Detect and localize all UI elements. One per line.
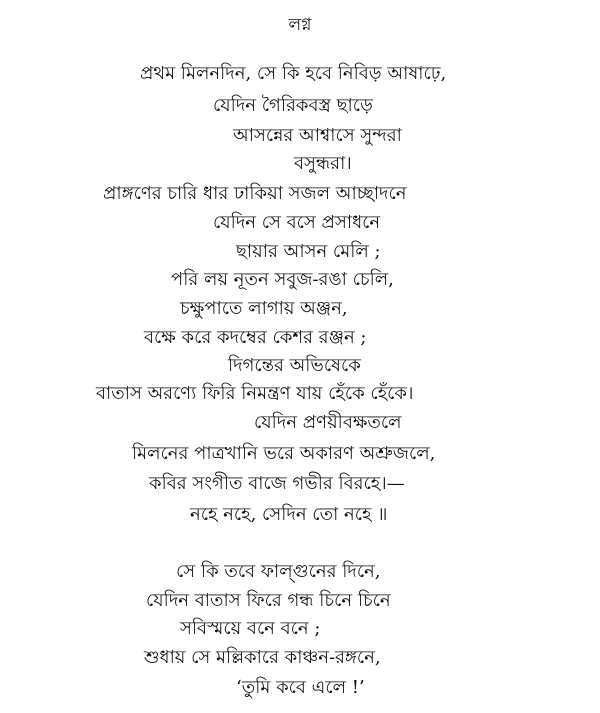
poem-line: ‘তুমি কবে এলে !’ [236,677,365,698]
poem-line: যেদিন বাতাস ফিরে গন্ধ চিনে চিনে [146,590,391,611]
poem-line: ছায়ার আসন মেলি ; [236,241,381,262]
poem-line: যেদিন গৈরিকবস্ত্র ছাড়ে [213,95,373,116]
poem-line: দিগন্তের অভিষেকে [228,355,361,376]
poem-line: শুধায় সে মল্লিকারে কাঞ্চন-রঙ্গনে, [144,647,381,668]
poem-line: সে কি তবে ফাল্গুনের দিনে, [176,561,381,582]
poem-line: বাতাস অরণ্যে ফিরি নিমন্ত্রণ যায় হেঁকে হেঁকে। [96,383,414,404]
poem-line: কবির সংগীত বাজে গভীর বিরহে।— [149,473,405,494]
poem-line: আসন্নের আশ্বাসে সুন্দরা [233,125,402,146]
poem-line: চক্ষুপাতে লাগায় অঞ্জন, [180,298,348,319]
poem-line: পরি লয় নূতন সবুজ-রঙা চেলি, [171,269,394,290]
poem-line: বক্ষে করে কদম্বের কেশর রঞ্জন ; [144,327,367,348]
poem-line: যেদিন সে বসে প্রসাধনে [213,212,381,233]
poem-line: প্রথম মিলনদিন, সে কি হবে নিবিড় আষাঢ়ে, [140,63,447,84]
poem-line: যেদিন প্রণয়ীবক্ষতলে [254,412,402,433]
poem-line: প্রাঙ্গণের চারি ধার ঢাকিয়া সজল আচ্ছাদনে [103,183,407,204]
poem-line: নহে নহে, সেদিন তো নহে ॥ [190,504,388,525]
poem-line: মিলনের পাত্রখানি ভরে অকারণ অশ্রুজলে, [132,443,436,464]
poem-line: সবিস্ময়ে বনে বনে ; [180,618,321,639]
poem-line: বসুন্ধরা। [294,153,352,174]
poem-title: লগ্ন [288,15,312,35]
